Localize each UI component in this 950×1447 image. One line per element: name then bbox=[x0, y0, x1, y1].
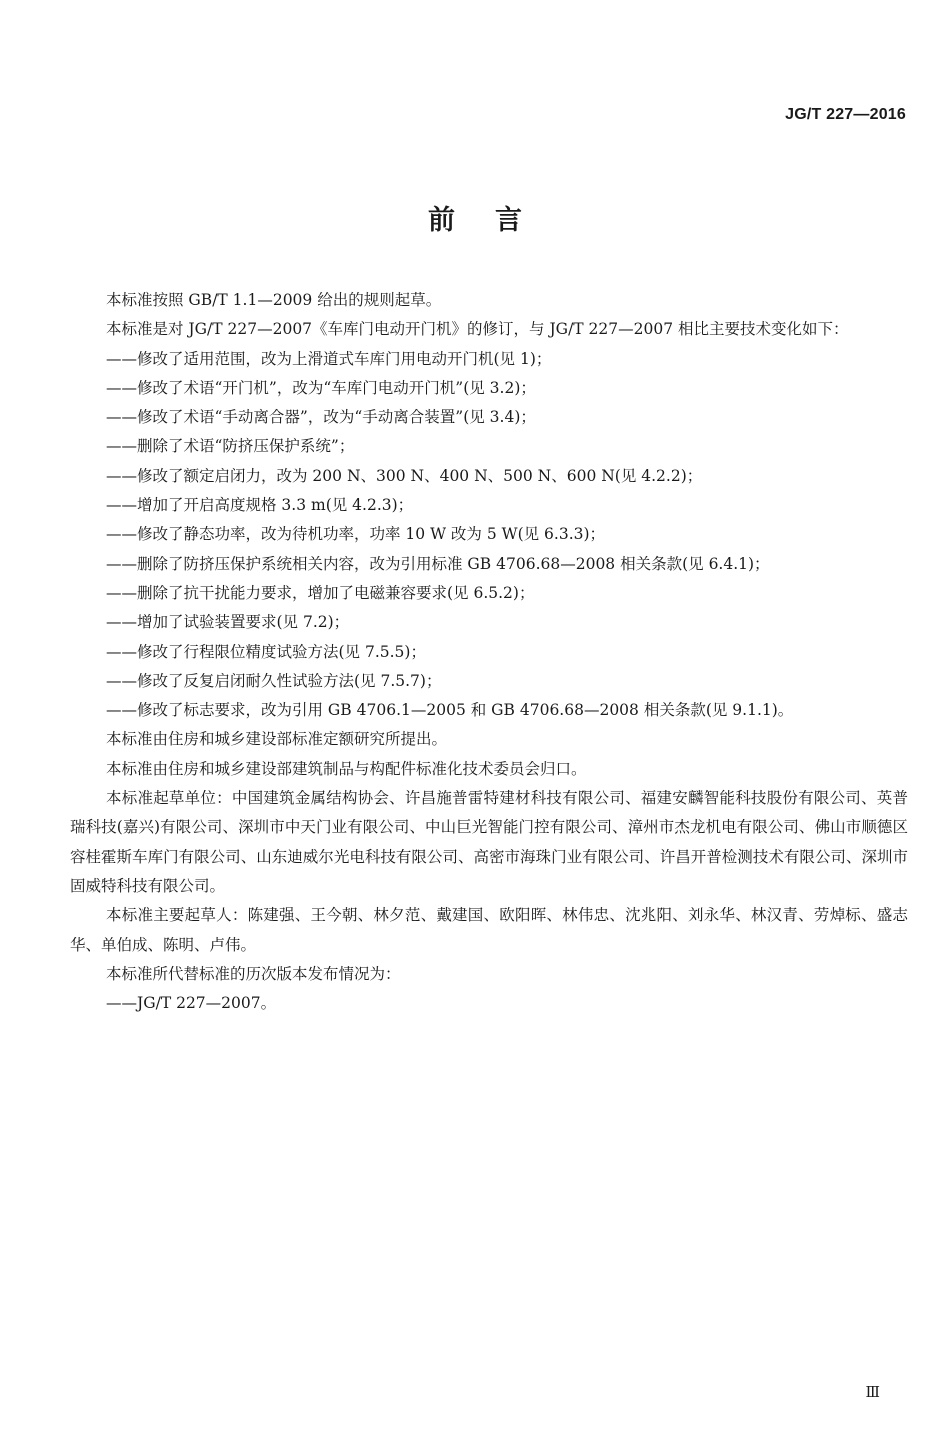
history-item: ——JG/T 227—2007。 bbox=[106, 994, 277, 1013]
list-item: ——删除了防挤压保护系统相关内容，改为引用标准 GB 4706.68—2008 相关条款(见 6.4.1)； bbox=[106, 554, 770, 573]
paragraph-drafting-units: 本标准起草单位：中国建筑金属结构协会、许昌施普雷特建材科技有限公司、福建安麟智能科技股份有限公司、英普瑞科技(嘉兴)有限公司、深圳市中天门业有限公司、中山巨光智能门控有限公司、漳州市杰龙机电有限公司、佛山市顺德区容桂霍斯车库门有限公司、山东迪威尔光电科技有限公司、高密市海珠门业有限公司、许昌开普检测技术有限公司、深圳市固威特科技有限公司。 bbox=[70, 789, 908, 895]
list-item: ——删除了术语“防挤压保护系统”； bbox=[106, 437, 355, 456]
list-item: ——修改了反复启闭耐久性试验方法(见 7.5.7)； bbox=[106, 671, 442, 690]
list-item: ——修改了适用范围，改为上滑道式车库门用电动开门机(见 1)； bbox=[106, 349, 552, 368]
list-item: ——增加了开启高度规格 3.3 m(见 4.2.3)； bbox=[106, 496, 414, 515]
list-item: ——修改了术语“开门机”，改为“车库门电动开门机”(见 3.2)； bbox=[106, 378, 536, 397]
page-title: 前言 bbox=[428, 205, 562, 236]
list-item: ——修改了行程限位精度试验方法(见 7.5.5)； bbox=[106, 642, 426, 661]
paragraph-drafting-rules: 本标准按照 GB/T 1.1—2009 给出的规则起草。 bbox=[106, 291, 442, 309]
standard-code: JG/T 227—2016 bbox=[785, 106, 906, 123]
list-item: ——修改了额定启闭力，改为 200 N、300 N、400 N、500 N、600 N(见 4.2.2)； bbox=[106, 466, 703, 485]
list-item: ——删除了抗干扰能力要求，增加了电磁兼容要求(见 6.5.2)； bbox=[106, 583, 535, 602]
page-number: Ⅲ bbox=[865, 1385, 880, 1401]
paragraph-drafters: 本标准主要起草人：陈建强、王今朝、林夕范、戴建国、欧阳晖、林伟忠、沈兆阳、刘永华、林汉青、劳焯标、盛志华、单伯成、陈明、卢伟。 bbox=[70, 906, 908, 954]
paragraph-revision-intro: 本标准是对 JG/T 227—2007《车库门电动开门机》的修订，与 JG/T 227—2007 相比主要技术变化如下： bbox=[106, 320, 849, 339]
foreword-body bbox=[70, 286, 908, 1018]
list-item: ——修改了术语“手动离合器”，改为“手动离合装置”(见 3.4)； bbox=[106, 408, 536, 427]
paragraph-administered-by: 本标准由住房和城乡建设部建筑制品与构配件标准化技术委员会归口。 bbox=[106, 759, 587, 778]
paragraph-version-history: 本标准所代替标准的历次版本发布情况为： bbox=[106, 964, 401, 983]
paragraph-proposed-by: 本标准由住房和城乡建设部标准定额研究所提出。 bbox=[106, 730, 448, 749]
list-item: ——修改了静态功率，改为待机功率，功率 10 W 改为 5 W(见 6.3.3)； bbox=[106, 525, 606, 544]
list-item: ——增加了试验装置要求(见 7.2)； bbox=[106, 613, 350, 632]
list-item: ——修改了标志要求，改为引用 GB 4706.1—2005 和 GB 4706.68—2008 相关条款(见 9.1.1)。 bbox=[106, 701, 794, 720]
